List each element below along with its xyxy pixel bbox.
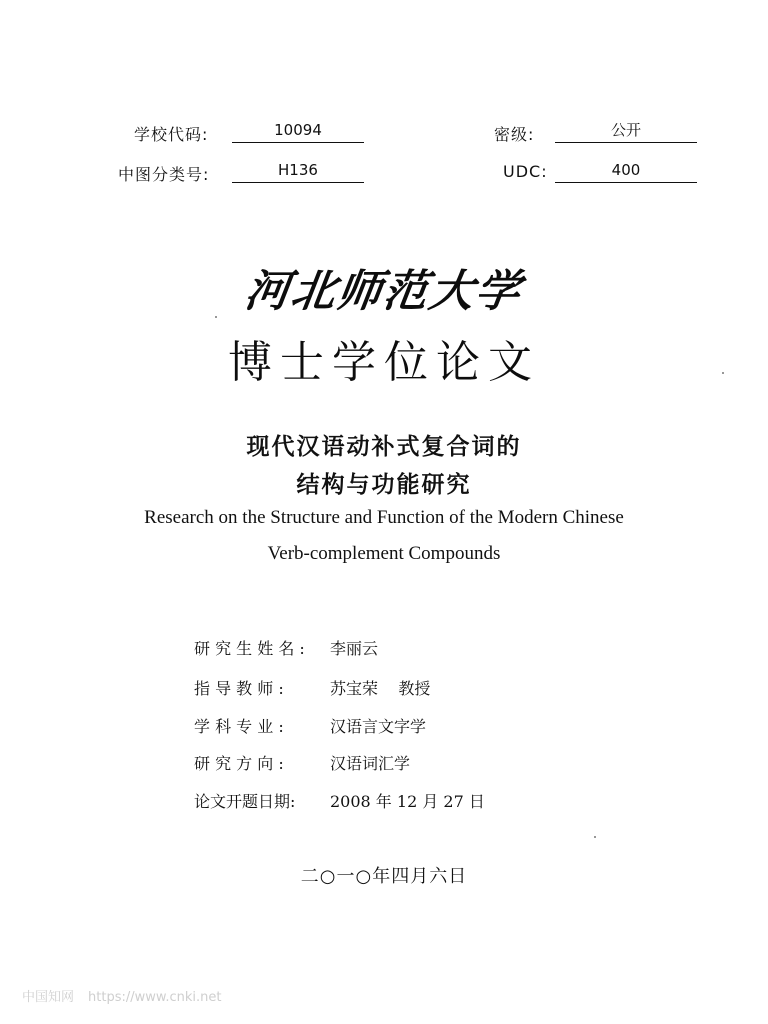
watermark-url: https://www.cnki.net <box>88 990 222 1005</box>
udc-label: UDC: <box>503 162 548 181</box>
school-code-label: 学校代码: <box>134 125 209 144</box>
submission-date: 二○一○年四月六日 <box>300 866 468 887</box>
thesis-title-en-line2: Verb-complement Compounds <box>267 543 501 564</box>
secrecy-value: 公开 <box>555 120 697 143</box>
cnki-watermark <box>22 986 235 1005</box>
info-value: 苏宝荣 教授 <box>330 679 431 698</box>
scan-speck <box>215 316 217 318</box>
classification-value: H136 <box>232 160 364 183</box>
scan-speck <box>594 836 596 838</box>
info-value: 李丽云 <box>330 639 379 658</box>
info-value: 汉语言文字学 <box>330 717 427 736</box>
info-label: 论文开题日期: <box>194 792 296 811</box>
classification-label: 中图分类号: <box>118 165 210 184</box>
info-row-major <box>194 714 426 740</box>
udc-value: 400 <box>555 160 697 183</box>
info-value: 2008 年 12 月 27 日 <box>330 792 485 811</box>
info-value: 汉语词汇学 <box>330 754 411 773</box>
scan-speck <box>722 372 724 374</box>
thesis-title-en-line1: Research on the Structure and Function of the Modern Chinese <box>144 507 624 528</box>
info-row-proposal-date <box>194 789 485 815</box>
school-code-value: 10094 <box>232 120 364 143</box>
info-label: 学 科 专 业 : <box>194 717 284 736</box>
thesis-title-cn-line2: 结构与功能研究 <box>296 472 472 498</box>
info-row-author <box>194 636 378 662</box>
info-label: 研 究 生 姓 名 : <box>194 639 305 658</box>
thesis-title-cn-line1: 现代汉语动补式复合词的 <box>246 434 522 460</box>
degree-type: 博士学位论文 <box>228 337 540 388</box>
info-label: 研 究 方 向 : <box>194 754 284 773</box>
info-label: 指 导 教 师 : <box>194 679 284 698</box>
university-name: 河北师范大学 <box>241 266 525 317</box>
info-row-advisor <box>194 676 430 702</box>
secrecy-label: 密级: <box>494 125 535 144</box>
watermark-brand: 中国知网 <box>22 990 75 1005</box>
info-row-direction <box>194 751 410 777</box>
